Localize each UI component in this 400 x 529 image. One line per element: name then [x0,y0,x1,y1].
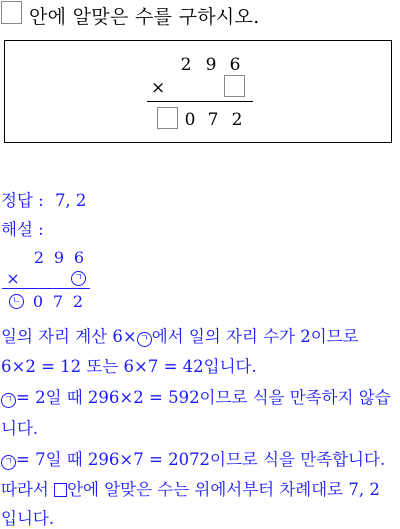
line-6-part-b: 안에 알맞은 수는 위에서부터 차례대로 7, 2 [67,480,380,499]
top-digit-ones: 6 [229,55,241,75]
figure-result-digit-hundreds: 0 [32,292,44,311]
explanation-line-3 [1,384,391,408]
result-digit-tens: 7 [207,110,219,130]
circled-mark-a: ㄱ [1,455,16,470]
question-text: 안에 알맞은 수를 구하시오. [29,6,260,28]
problem-rule-line [147,101,253,102]
answer-value: 7, 2 [54,191,87,210]
answer-label: 정답 : [1,191,44,210]
line-5-text: = 7일 때 296×7 = 2072이므로 식을 만족합니다. [16,450,386,469]
top-digit-hundreds: 2 [180,55,192,75]
problem-frame [4,40,392,143]
figure-rule-line [2,288,90,289]
figure-top-digit-hundreds: 2 [33,248,45,267]
answer-line [1,187,86,211]
line-6-part-a: 따라서 [1,480,49,499]
top-digit-tens: 9 [205,55,217,75]
explanation-figure [0,245,120,315]
line-1-part-a: 일의 자리 계산 6× [1,327,137,346]
blank-square-icon [54,483,67,497]
figure-mark-b: ㄴ [9,294,24,309]
multiplier-blank[interactable] [224,75,245,97]
explanation-line-4: 니다. [1,419,39,438]
result-digit-hundreds: 0 [184,110,196,130]
line-3-text: = 2일 때 296×2 = 592이므로 식을 만족하지 않습 [16,388,391,407]
result-thousands-blank[interactable] [157,107,178,129]
circled-mark-a: ㄱ [137,332,152,347]
figure-result-digit-ones: 2 [72,292,84,311]
explanation-line-1 [1,323,359,347]
explanation-line-6 [1,476,380,500]
line-1-part-b: 에서 일의 자리 수가 2이므로 [151,327,359,346]
figure-top-digit-tens: 9 [53,248,65,267]
figure-top-digit-ones: 6 [73,248,85,267]
explanation-line-2: 6×2 = 12 또는 6×7 = 42입니다. [1,357,257,376]
figure-multiply-sign: × [6,269,20,288]
circled-mark-a: ㄱ [1,393,16,408]
figure-result-digit-tens: 7 [52,292,64,311]
explanation-line-5 [1,446,385,470]
multiply-sign: × [151,78,166,98]
explanation-line-7: 입니다. [1,509,55,528]
figure-mark-a: ㄱ [71,271,86,286]
explanation-label: 해설 : [1,220,44,239]
result-digit-ones: 2 [231,110,243,130]
blank-box-icon [1,1,22,24]
